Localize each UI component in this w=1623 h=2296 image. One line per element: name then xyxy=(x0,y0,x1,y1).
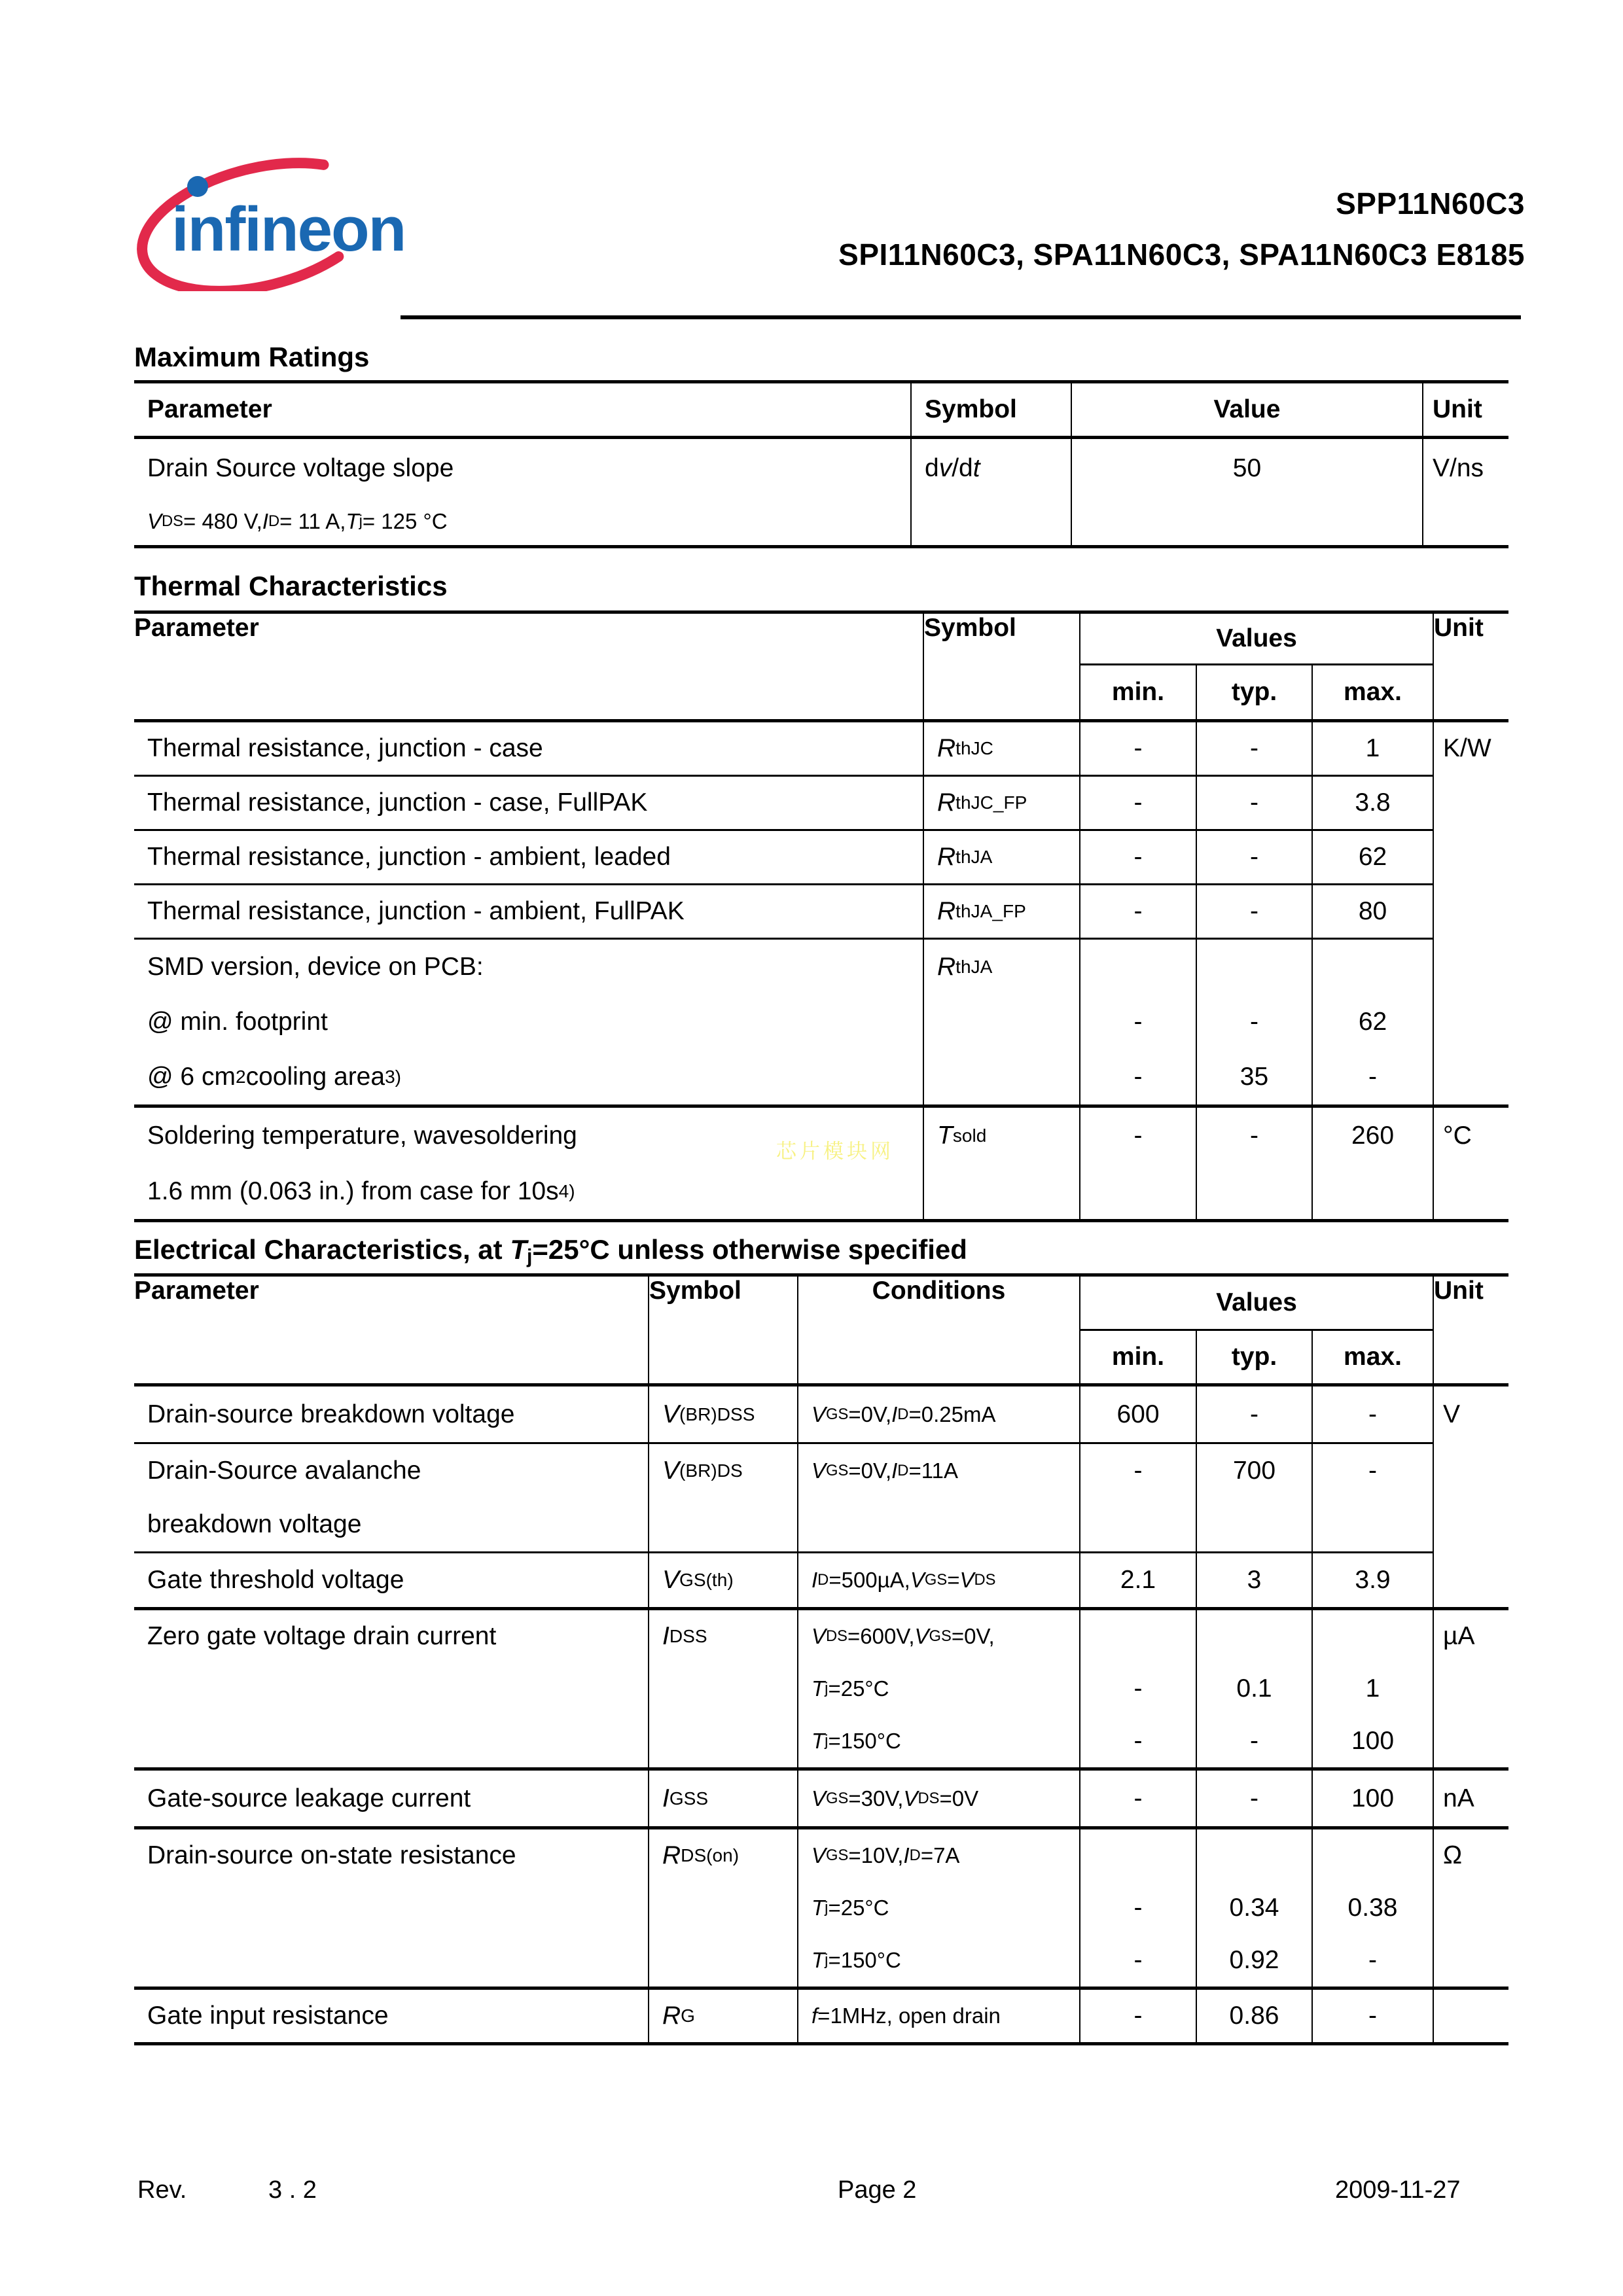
table-row xyxy=(134,1769,1508,1828)
table-row xyxy=(134,1553,1508,1609)
conditions-cell: I D =500µA, V GS = V DS xyxy=(798,1553,1080,1609)
col-header-parameter: Parameter xyxy=(134,382,911,438)
param-cell: SMD version, device on PCB: @ min. footprint @ 6 cm 2 cooling area 3) xyxy=(134,939,923,1106)
param-cell xyxy=(134,438,911,547)
table-row xyxy=(134,1609,1508,1769)
conditions-cell: f =1MHz, open drain xyxy=(798,1988,1080,2044)
col-header-symbol: Symbol xyxy=(649,1275,798,1385)
max-cell: 100 xyxy=(1312,1769,1433,1828)
col-header-parameter: Parameter xyxy=(134,1275,649,1385)
min-cell: 600 xyxy=(1080,1385,1196,1443)
typ-cell: - 35 xyxy=(1196,939,1312,1106)
unit-cell: V xyxy=(1433,1385,1508,1609)
col-header-max: max. xyxy=(1312,1330,1433,1385)
footer-page-number: Page 2 xyxy=(838,2176,917,2204)
typ-cell: 0.86 xyxy=(1196,1988,1312,2044)
symbol-cell: V GS(th) xyxy=(649,1553,798,1609)
typ-cell: 0.1 - xyxy=(1196,1609,1312,1769)
symbol-cell: R thJA_FP xyxy=(923,885,1080,939)
max-cell: - xyxy=(1312,1988,1433,2044)
col-header-unit: Unit xyxy=(1433,612,1508,721)
max-cell: 260 xyxy=(1312,1106,1433,1221)
col-header-max: max. xyxy=(1312,665,1433,721)
min-cell: - xyxy=(1080,1106,1196,1221)
table-row xyxy=(134,830,1508,885)
col-header-conditions: Conditions xyxy=(798,1275,1080,1385)
table-row xyxy=(134,885,1508,939)
max-ratings-header-row xyxy=(134,382,1508,438)
max-cell: - xyxy=(1312,1385,1433,1443)
symbol-cell: R thJA xyxy=(923,939,1080,1106)
table-row xyxy=(134,939,1508,1106)
col-header-value: Value xyxy=(1071,382,1423,438)
table-row xyxy=(134,1988,1508,2044)
param-cell: Thermal resistance, junction - case, FullPAK xyxy=(134,776,923,830)
unit-cell xyxy=(1433,1988,1508,2044)
unit-cell: Ω xyxy=(1433,1828,1508,1988)
electrical-header-row1 xyxy=(134,1275,1508,1330)
conditions-cell: V GS =10V, I D =7A T j =25°C T j =150°C xyxy=(798,1828,1080,1988)
section-heading-maximum-ratings: Maximum Ratings xyxy=(134,342,370,372)
symbol-cell: I GSS xyxy=(649,1769,798,1828)
param-text: Drain Source voltage slope xyxy=(147,454,454,482)
symbol-cell: R thJA xyxy=(923,830,1080,885)
symbol-cell: R G xyxy=(649,1988,798,2044)
typ-cell: - xyxy=(1196,721,1312,776)
col-header-typ: typ. xyxy=(1196,1330,1312,1385)
min-cell: - - xyxy=(1080,1609,1196,1769)
conditions-cell: V DS =600V, V GS =0V, T j =25°C T j =150°C xyxy=(798,1609,1080,1769)
max-cell: - xyxy=(1312,1443,1433,1553)
typ-cell: - xyxy=(1196,885,1312,939)
symbol-cell: I DSS xyxy=(649,1609,798,1769)
typ-cell: - xyxy=(1196,1385,1312,1443)
table-row xyxy=(134,721,1508,776)
max-cell: 1 xyxy=(1312,721,1433,776)
footer-rev-label: Rev. xyxy=(137,2176,187,2204)
min-cell: - - xyxy=(1080,939,1196,1106)
symbol-cell: R thJC xyxy=(923,721,1080,776)
param-cell: Drain-source on-state resistance xyxy=(134,1828,649,1988)
infineon-logo xyxy=(128,151,421,291)
col-header-symbol: Symbol xyxy=(923,612,1080,721)
symbol-cell: R DS(on) xyxy=(649,1828,798,1988)
table-row xyxy=(134,1385,1508,1443)
col-header-values: Values xyxy=(1080,612,1433,665)
conditions-cell: V GS =0V, I D =11A xyxy=(798,1443,1080,1553)
watermark: 芯片模块网 xyxy=(776,1140,894,1163)
col-header-min: min. xyxy=(1080,1330,1196,1385)
min-cell: - xyxy=(1080,1443,1196,1553)
max-cell: 1 100 xyxy=(1312,1609,1433,1769)
doc-title xyxy=(838,178,1525,280)
param-cell: Drain-source breakdown voltage xyxy=(134,1385,649,1443)
symbol-cell: T sold xyxy=(923,1106,1080,1221)
footer xyxy=(0,2176,1623,2209)
param-cell: Drain-Source avalanche breakdown voltage xyxy=(134,1443,649,1553)
symbol-cell: R thJC_FP xyxy=(923,776,1080,830)
thermal-header-row1 xyxy=(134,612,1508,665)
max-ratings-row xyxy=(134,438,1508,547)
unit-cell: µA xyxy=(1433,1609,1508,1769)
min-cell: - xyxy=(1080,776,1196,830)
footer-rev-value: 3 . 2 xyxy=(268,2176,317,2204)
value-cell: 50 xyxy=(1071,438,1423,547)
param-cell: Gate threshold voltage xyxy=(134,1553,649,1609)
typ-cell: 0.34 0.92 xyxy=(1196,1828,1312,1988)
infineon-wordmark: infineon xyxy=(171,194,406,264)
symbol-cell: V (BR)DSS xyxy=(649,1385,798,1443)
footer-date: 2009-11-27 xyxy=(1335,2176,1461,2204)
min-cell: - xyxy=(1080,885,1196,939)
col-header-symbol: Symbol xyxy=(911,382,1071,438)
max-cell: 3.8 xyxy=(1312,776,1433,830)
unit-cell: V/ns xyxy=(1423,438,1508,547)
typ-cell: - xyxy=(1196,776,1312,830)
min-cell: - - xyxy=(1080,1828,1196,1988)
min-cell: - xyxy=(1080,721,1196,776)
typ-cell: 3 xyxy=(1196,1553,1312,1609)
table-row xyxy=(134,776,1508,830)
doc-title-line2: SPI11N60C3, SPA11N60C3, SPA11N60C3 E8185 xyxy=(838,238,1525,272)
param-cell: Soldering temperature, wavesoldering 1.6 mm (0.063 in.) from case for 10s 4) xyxy=(134,1106,923,1221)
max-cell: 0.38 - xyxy=(1312,1828,1433,1988)
max-cell: 62 xyxy=(1312,830,1433,885)
min-cell: - xyxy=(1080,1988,1196,2044)
param-conditions: V DS = 480 V, I D = 11 A, T j = 125 °C xyxy=(147,509,448,533)
col-header-min: min. xyxy=(1080,665,1196,721)
conditions-cell: V GS =30V, V DS =0V xyxy=(798,1769,1080,1828)
min-cell: 2.1 xyxy=(1080,1553,1196,1609)
param-cell: Thermal resistance, junction - case xyxy=(134,721,923,776)
param-cell: Gate-source leakage current xyxy=(134,1769,649,1828)
thermal-table xyxy=(134,610,1508,1222)
max-cell: 80 xyxy=(1312,885,1433,939)
typ-cell: - xyxy=(1196,830,1312,885)
doc-title-line1: SPP11N60C3 xyxy=(1336,186,1525,221)
col-header-unit: Unit xyxy=(1423,382,1508,438)
infineon-logo-svg xyxy=(128,151,421,291)
unit-cell: K/W xyxy=(1433,721,1508,1106)
conditions-cell: V GS =0V, I D =0.25mA xyxy=(798,1385,1080,1443)
col-header-values: Values xyxy=(1080,1275,1433,1330)
min-cell: - xyxy=(1080,1769,1196,1828)
max-ratings-table xyxy=(134,380,1508,548)
typ-cell: - xyxy=(1196,1769,1312,1828)
unit-cell: nA xyxy=(1433,1769,1508,1828)
section-heading-electrical: Electrical Characteristics, at $T_j=25^\circ C$ unless otherwise specified xyxy=(134,1234,967,1268)
param-cell: Gate input resistance xyxy=(134,1988,649,2044)
section-heading-thermal: Thermal Characteristics xyxy=(134,571,448,601)
col-header-parameter: Parameter xyxy=(134,612,923,721)
symbol-cell: V (BR)DS xyxy=(649,1443,798,1553)
col-header-typ: typ. xyxy=(1196,665,1312,721)
param-cell: Thermal resistance, junction - ambient, leaded xyxy=(134,830,923,885)
param-cell: Thermal resistance, junction - ambient, FullPAK xyxy=(134,885,923,939)
unit-cell: °C xyxy=(1433,1106,1508,1221)
col-header-unit: Unit xyxy=(1433,1275,1508,1385)
typ-cell: 700 xyxy=(1196,1443,1312,1553)
header-rule xyxy=(401,315,1521,319)
param-cell: Zero gate voltage drain current xyxy=(134,1609,649,1769)
table-row xyxy=(134,1828,1508,1988)
electrical-table xyxy=(134,1273,1508,2045)
typ-cell: - xyxy=(1196,1106,1312,1221)
table-row xyxy=(134,1443,1508,1553)
symbol-cell: d v /d t xyxy=(911,438,1071,547)
max-cell: 62 - xyxy=(1312,939,1433,1106)
max-cell: 3.9 xyxy=(1312,1553,1433,1609)
min-cell: - xyxy=(1080,830,1196,885)
